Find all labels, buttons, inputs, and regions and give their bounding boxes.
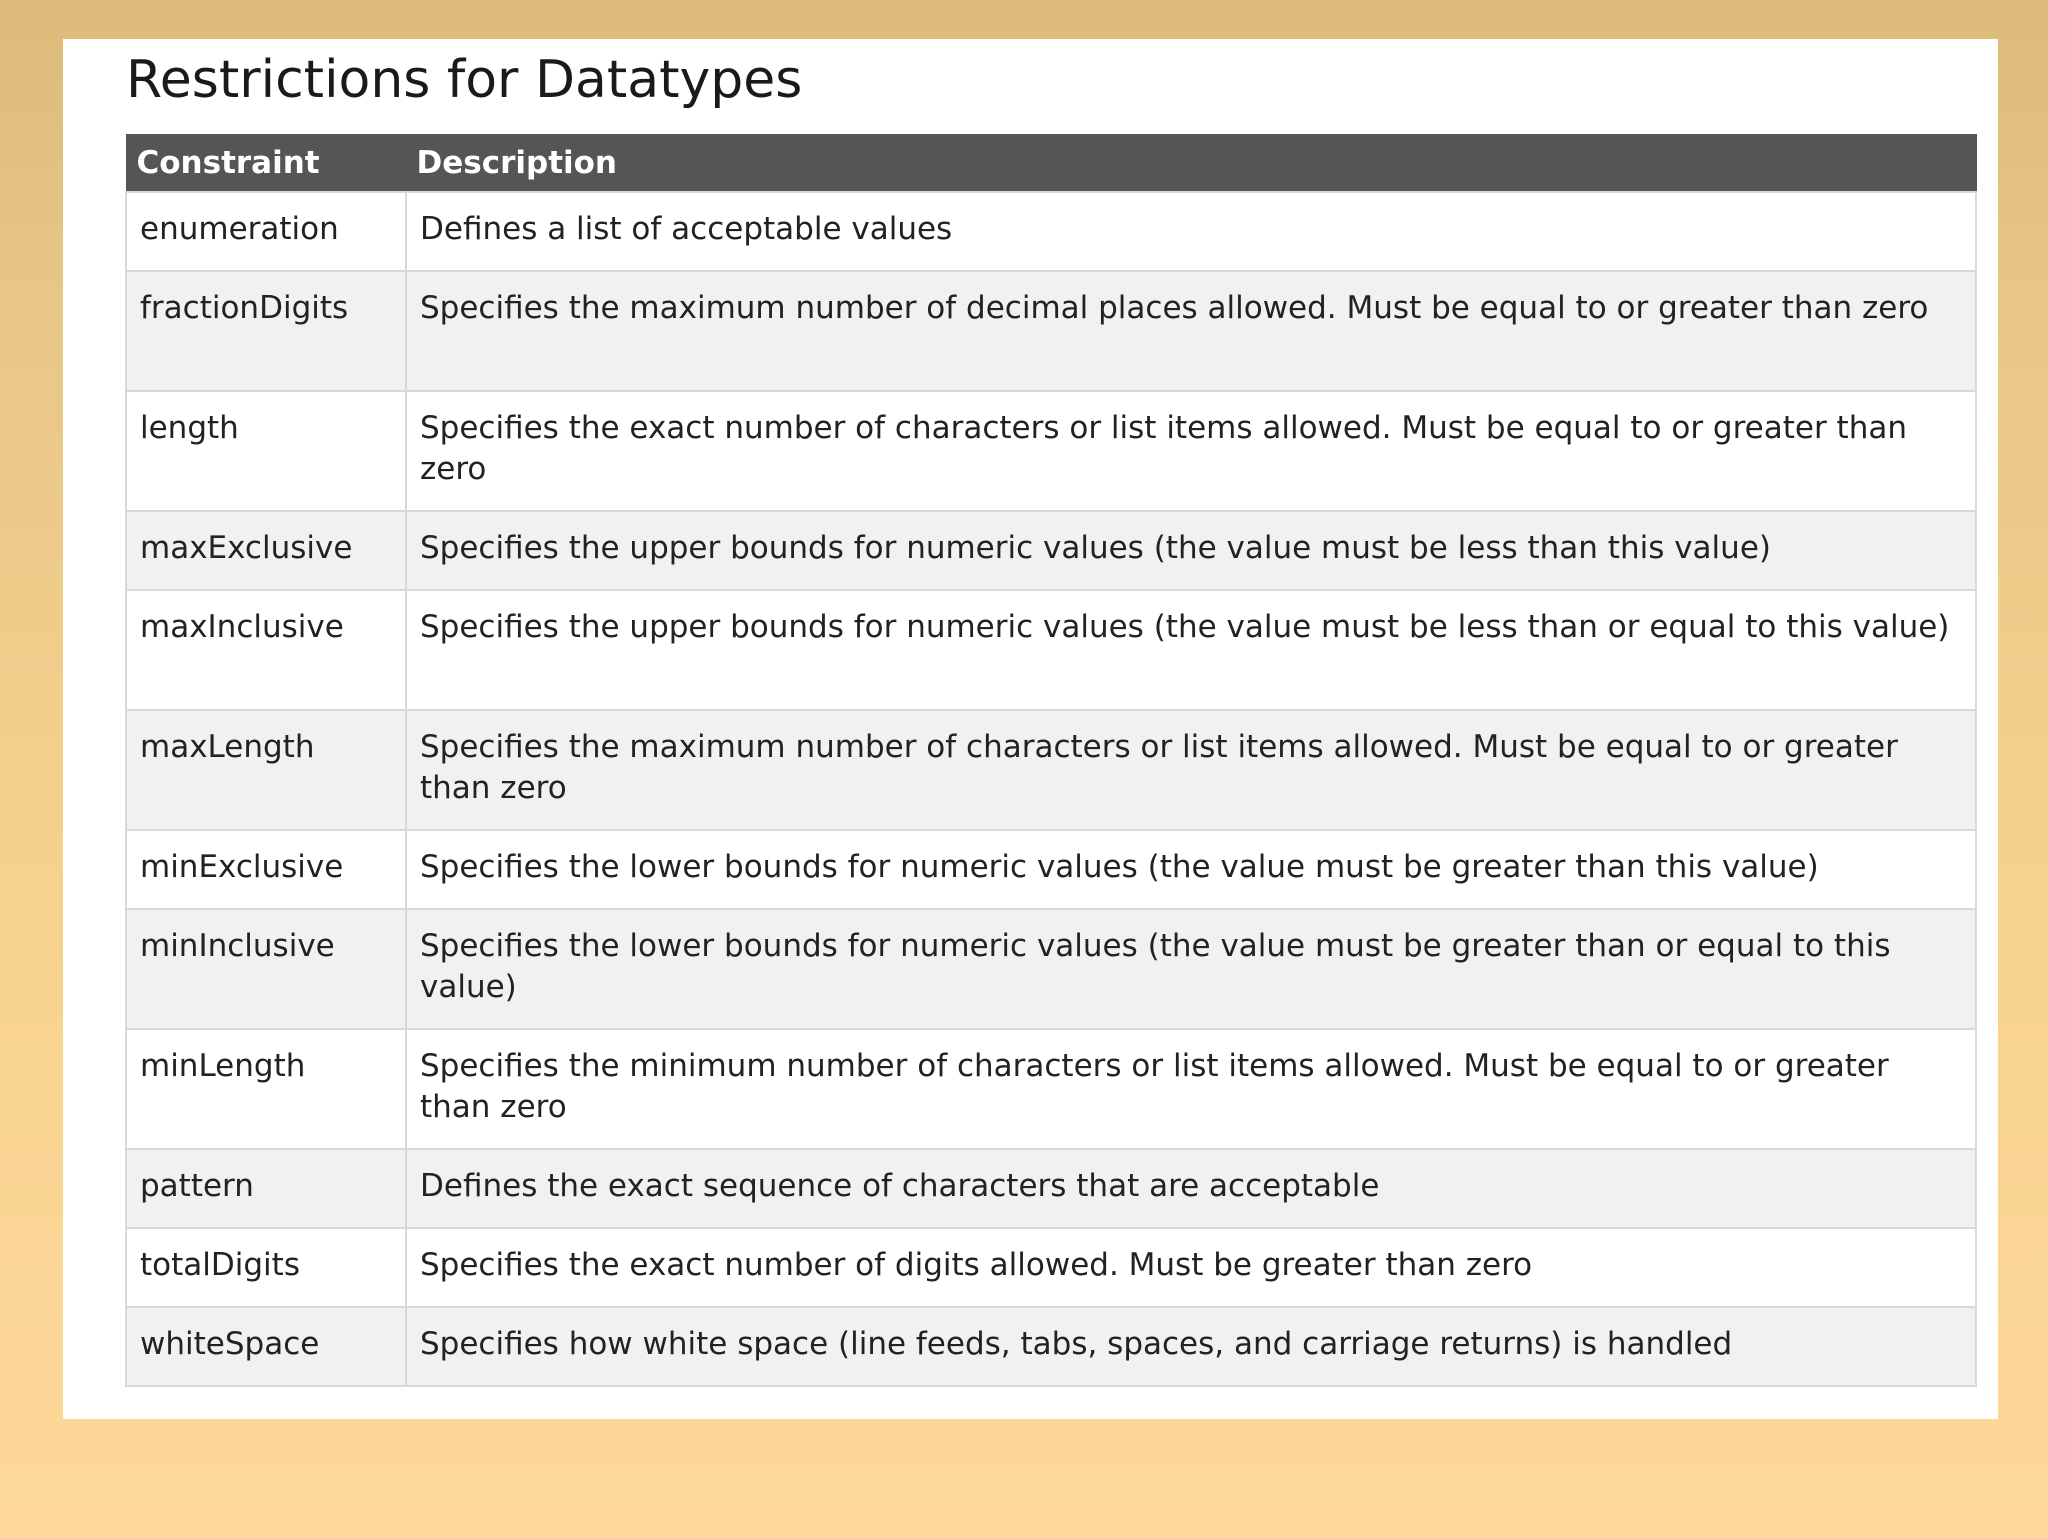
constraint-cell: fractionDigits (126, 271, 406, 391)
description-cell: Specifies the maximum number of decimal places allowed. Must be equal to or greater than zero (406, 271, 1976, 391)
table-row (126, 391, 1976, 511)
table-row (126, 511, 1976, 590)
constraint-cell: pattern (126, 1149, 406, 1228)
constraint-cell: minInclusive (126, 909, 406, 1029)
constraint-cell: length (126, 391, 406, 511)
page-title: Restrictions for Datatypes (126, 50, 803, 110)
description-cell: Specifies the exact number of characters or list items allowed. Must be equal to or greater than zero (406, 391, 1976, 511)
restrictions-table (125, 134, 1977, 1387)
content-card (63, 39, 1998, 1419)
constraint-cell: minExclusive (126, 830, 406, 909)
table-row (126, 1307, 1976, 1386)
constraint-cell: maxExclusive (126, 511, 406, 590)
constraint-cell: maxInclusive (126, 590, 406, 710)
table-row (126, 1029, 1976, 1149)
description-cell: Specifies the minimum number of characters or list items allowed. Must be equal to or greater than zero (406, 1029, 1976, 1149)
table-row (126, 1228, 1976, 1307)
description-cell: Specifies the upper bounds for numeric values (the value must be less than this value) (406, 511, 1976, 590)
table-row (126, 271, 1976, 391)
constraint-cell: maxLength (126, 710, 406, 830)
description-cell: Defines the exact sequence of characters that are acceptable (406, 1149, 1976, 1228)
description-cell: Specifies the lower bounds for numeric values (the value must be greater than or equal to this value) (406, 909, 1976, 1029)
table-row (126, 192, 1976, 271)
description-cell: Specifies the maximum number of characters or list items allowed. Must be equal to or greater than zero (406, 710, 1976, 830)
description-cell: Specifies how white space (line feeds, tabs, spaces, and carriage returns) is handled (406, 1307, 1976, 1386)
constraint-cell: minLength (126, 1029, 406, 1149)
description-cell: Specifies the upper bounds for numeric values (the value must be less than or equal to this value) (406, 590, 1976, 710)
table-row (126, 1149, 1976, 1228)
table-row (126, 590, 1976, 710)
constraint-cell: whiteSpace (126, 1307, 406, 1386)
table-row (126, 909, 1976, 1029)
description-cell: Specifies the lower bounds for numeric values (the value must be greater than this value) (406, 830, 1976, 909)
description-cell: Specifies the exact number of digits allowed. Must be greater than zero (406, 1228, 1976, 1307)
description-cell: Defines a list of acceptable values (406, 192, 1976, 271)
table-header-row (126, 135, 1976, 193)
column-header-constraint: Constraint (126, 135, 406, 193)
table-row (126, 830, 1976, 909)
table-row (126, 710, 1976, 830)
column-header-description: Description (406, 135, 1976, 193)
constraint-cell: enumeration (126, 192, 406, 271)
constraint-cell: totalDigits (126, 1228, 406, 1307)
